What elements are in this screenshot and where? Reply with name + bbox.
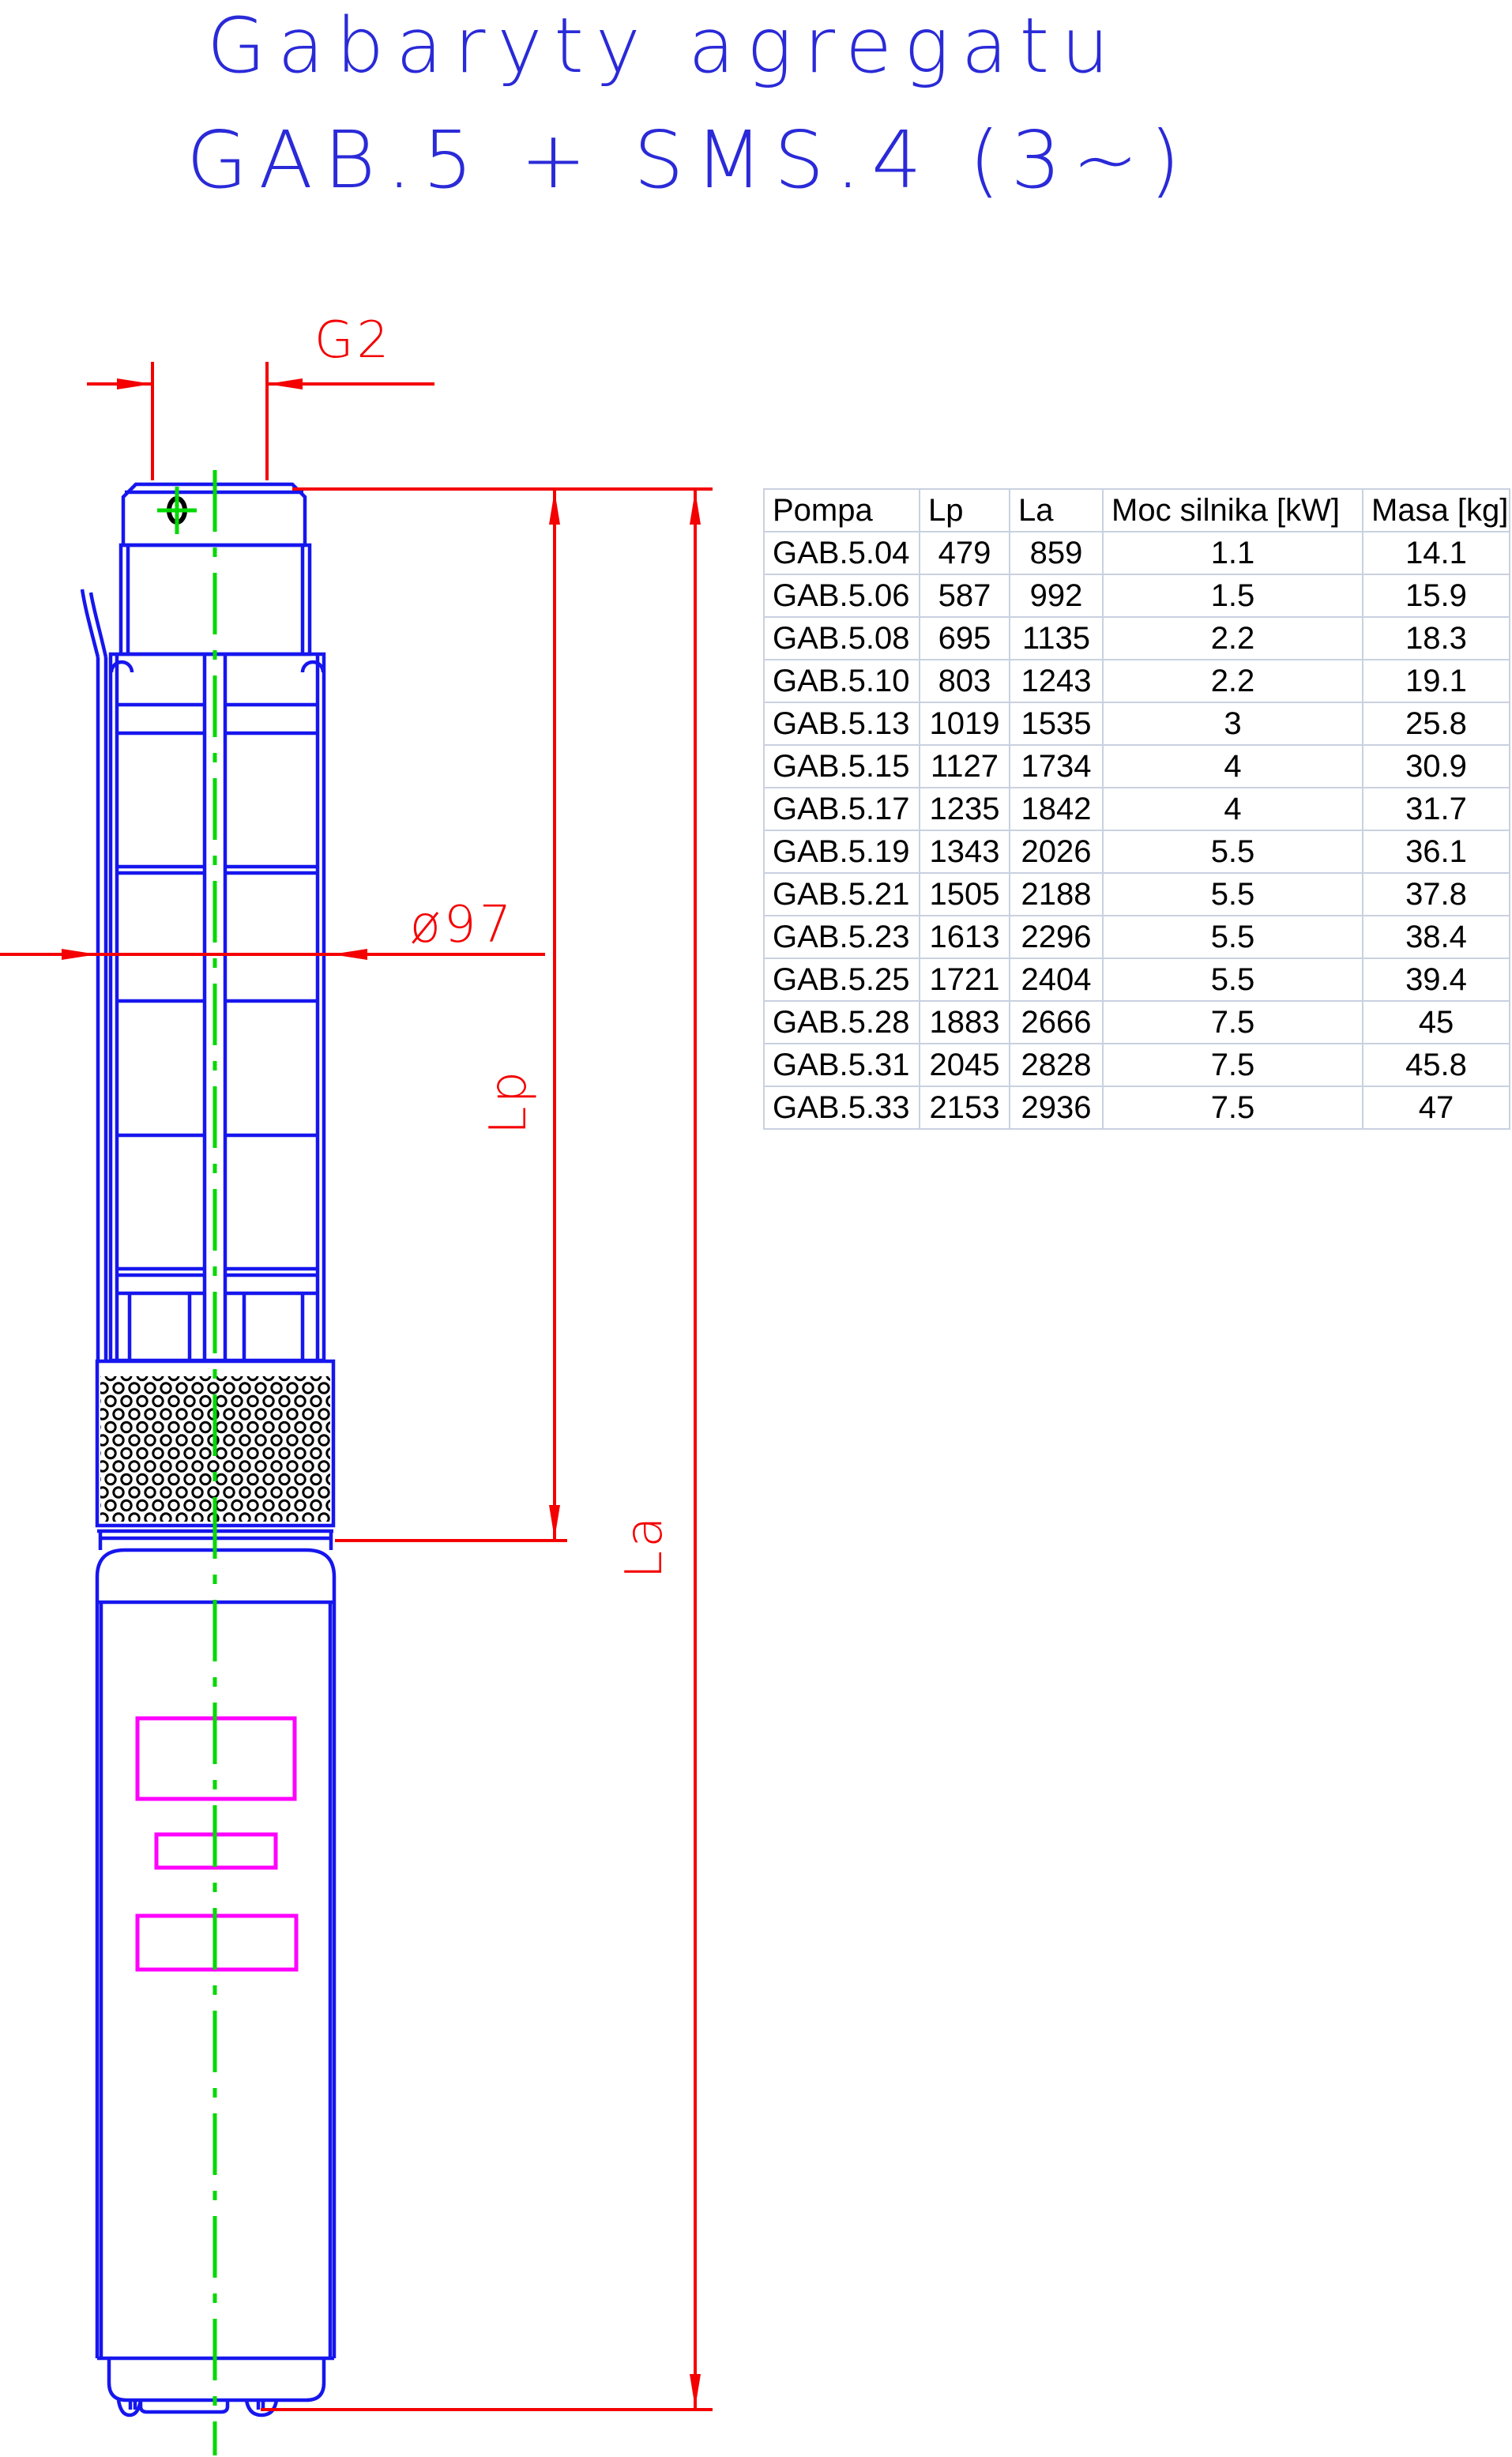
cell-lp: 587 [920, 574, 1010, 617]
cell-lp: 1613 [920, 916, 1010, 958]
table-row [764, 958, 1510, 1001]
drawing-title-line2: GAB.5 + SMS.4 (3~) [186, 114, 1192, 206]
col-header-la: La [1010, 489, 1103, 532]
cell-pompa: GAB.5.33 [764, 1086, 920, 1129]
col-header-masa: Masa [kg] [1363, 489, 1510, 532]
cell-masa: 36.1 [1363, 830, 1510, 873]
pump-spec-table [763, 488, 1510, 1130]
cell-la: 2404 [1010, 958, 1103, 1001]
cell-la: 1734 [1010, 745, 1103, 788]
cell-moc: 3 [1103, 702, 1363, 745]
cell-pompa: GAB.5.13 [764, 702, 920, 745]
col-header-moc: Moc silnika [kW] [1103, 489, 1363, 532]
cell-moc: 5.5 [1103, 958, 1363, 1001]
cell-moc: 5.5 [1103, 873, 1363, 916]
cell-la: 2666 [1010, 1001, 1103, 1044]
table-row [764, 788, 1510, 830]
table-row [764, 1044, 1510, 1086]
cell-moc: 5.5 [1103, 830, 1363, 873]
cell-moc: 5.5 [1103, 916, 1363, 958]
table-row [764, 660, 1510, 702]
cell-masa: 39.4 [1363, 958, 1510, 1001]
cell-masa: 31.7 [1363, 788, 1510, 830]
cell-moc: 2.2 [1103, 660, 1363, 702]
table-row [764, 617, 1510, 660]
cell-pompa: GAB.5.31 [764, 1044, 920, 1086]
cell-pompa: GAB.5.06 [764, 574, 920, 617]
drawing-title-line1: Gabaryty agregatu [207, 2, 1122, 90]
cell-lp: 1505 [920, 873, 1010, 916]
table-row [764, 873, 1510, 916]
cell-moc: 7.5 [1103, 1044, 1363, 1086]
table-row [764, 830, 1510, 873]
cell-moc: 7.5 [1103, 1086, 1363, 1129]
cell-lp: 1343 [920, 830, 1010, 873]
cell-moc: 7.5 [1103, 1001, 1363, 1044]
table-row [764, 532, 1510, 574]
cell-pompa: GAB.5.19 [764, 830, 920, 873]
cell-masa: 18.3 [1363, 617, 1510, 660]
cell-la: 1842 [1010, 788, 1103, 830]
cell-la: 2188 [1010, 873, 1103, 916]
cell-la: 992 [1010, 574, 1103, 617]
cell-lp: 1235 [920, 788, 1010, 830]
lp-label: Lp [480, 1067, 538, 1135]
cell-la: 859 [1010, 532, 1103, 574]
cell-la: 2296 [1010, 916, 1103, 958]
cell-lp: 1883 [920, 1001, 1010, 1044]
cell-masa: 47 [1363, 1086, 1510, 1129]
cell-la: 1535 [1010, 702, 1103, 745]
cell-lp: 695 [920, 617, 1010, 660]
cell-la: 1243 [1010, 660, 1103, 702]
cell-pompa: GAB.5.10 [764, 660, 920, 702]
cell-pompa: GAB.5.28 [764, 1001, 920, 1044]
table-row [764, 1001, 1510, 1044]
cell-masa: 19.1 [1363, 660, 1510, 702]
cell-masa: 15.9 [1363, 574, 1510, 617]
cell-lp: 1019 [920, 702, 1010, 745]
cell-moc: 2.2 [1103, 617, 1363, 660]
cell-moc: 4 [1103, 788, 1363, 830]
cell-masa: 14.1 [1363, 532, 1510, 574]
table-row [764, 1086, 1510, 1129]
table-header-row [764, 489, 1510, 532]
cell-moc: 1.1 [1103, 532, 1363, 574]
col-header-lp: Lp [920, 489, 1010, 532]
cell-la: 2026 [1010, 830, 1103, 873]
cell-la: 2828 [1010, 1044, 1103, 1086]
cell-pompa: GAB.5.21 [764, 873, 920, 916]
cell-pompa: GAB.5.25 [764, 958, 920, 1001]
g2-label: G2 [314, 311, 393, 370]
cell-lp: 1721 [920, 958, 1010, 1001]
table-row [764, 916, 1510, 958]
cell-masa: 30.9 [1363, 745, 1510, 788]
table-row [764, 574, 1510, 617]
cell-masa: 45.8 [1363, 1044, 1510, 1086]
cell-moc: 1.5 [1103, 574, 1363, 617]
cell-pompa: GAB.5.17 [764, 788, 920, 830]
cell-pompa: GAB.5.23 [764, 916, 920, 958]
dimension-g2 [87, 362, 434, 480]
cell-pompa: GAB.5.08 [764, 617, 920, 660]
table-row [764, 702, 1510, 745]
cell-pompa: GAB.5.04 [764, 532, 920, 574]
table-row [764, 745, 1510, 788]
diameter-label: ø97 [409, 896, 515, 954]
cell-la: 2936 [1010, 1086, 1103, 1129]
cell-masa: 38.4 [1363, 916, 1510, 958]
cell-pompa: GAB.5.15 [764, 745, 920, 788]
cell-lp: 2153 [920, 1086, 1010, 1129]
cell-lp: 2045 [920, 1044, 1010, 1086]
la-label: La [615, 1513, 674, 1579]
cell-masa: 37.8 [1363, 873, 1510, 916]
cell-lp: 1127 [920, 745, 1010, 788]
cell-masa: 25.8 [1363, 702, 1510, 745]
cell-la: 1135 [1010, 617, 1103, 660]
cell-lp: 479 [920, 532, 1010, 574]
cell-moc: 4 [1103, 745, 1363, 788]
cell-masa: 45 [1363, 1001, 1510, 1044]
col-header-pompa: Pompa [764, 489, 920, 532]
cell-lp: 803 [920, 660, 1010, 702]
